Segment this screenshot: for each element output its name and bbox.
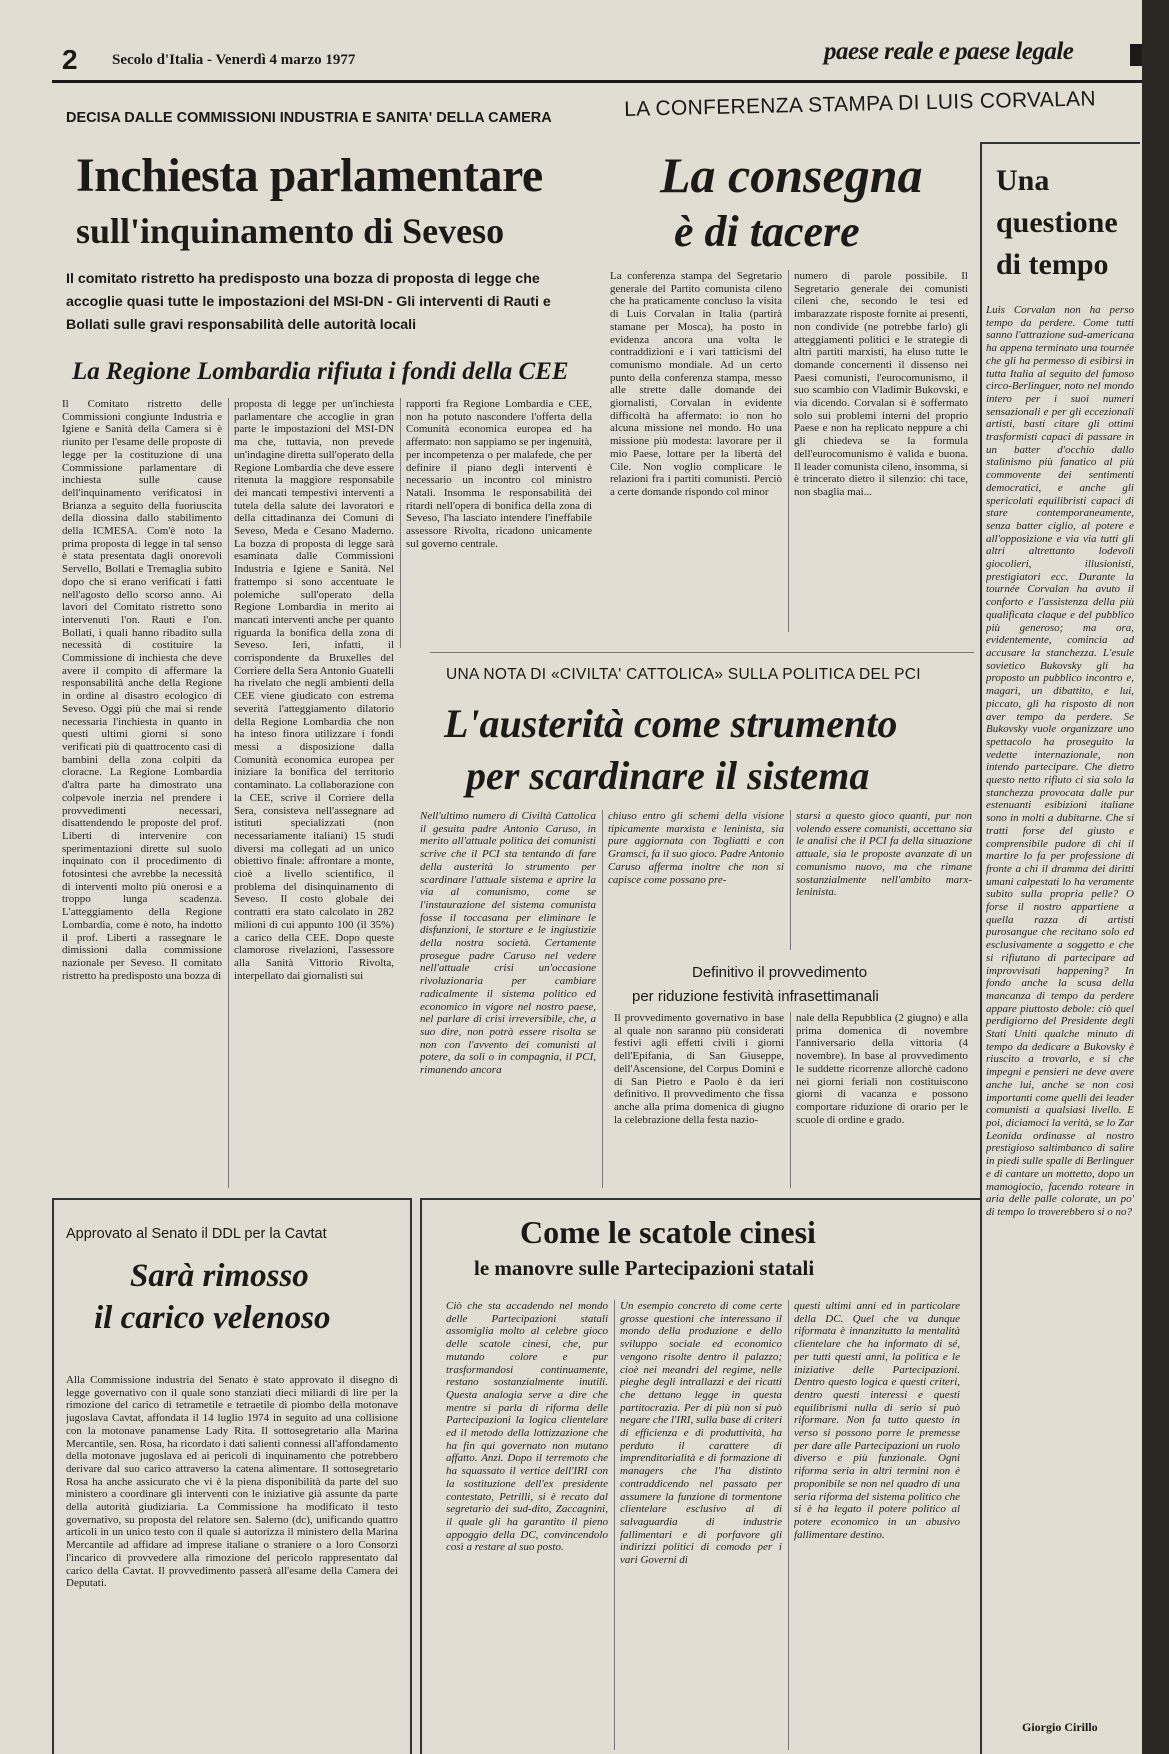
masthead-marker (1130, 44, 1142, 66)
festivita-column-1: Il provvedimento governativo in base al quale non saranno più considerati festivi agli effetti civili i giorni dell'Epifania, di San Giuseppe, dell'Ascensione, del Corpus Domini e di San Pietro e Paolo è da ieri definitivo. Il provvedimento che fissa anche alla prima domenica di giugno la celebrazione della festa nazio- (614, 1012, 784, 1126)
seveso-headline-1: Inchiesta parlamentare (76, 149, 543, 202)
austerita-kicker: UNA NOTA DI «CIVILTA' CATTOLICA» SULLA POLITICA DEL PCI (446, 666, 921, 683)
seveso-column-1: Il Comitato ristretto delle Commissioni congiunte Industria e Igiene e Sanità della Camera si è riunito per l'esame delle proposte di legge per la costituzione di una Commissione parlamentare di inchiesta sulle cause dell'inquinamento verificatosi in Brianza a seguito della fuoriuscita della diossina dallo stabilimento della ICMESA. Com'è noto la prima proposta di legge in tal senso è stata presentata dagli onorevoli Servello, Bollati e Tremaglia subito dopo che si erano verificati i fatti nell'agosto dello scorso anno. Ai lavori del Comitato ristretto sono intervenuti l'on. Rauti e l'on. Bollati, i quali hanno ribadito sulla necessità di costituire la Commissione di inchiesta che deve avere il compito di affermare la responsabilità anche della Regione in ordine al disastro ecologico di Seveso. Oggi più che mai si rende necessaria l'inchiesta in quanto in questi ultimi giorni si sono verificati più di quattrocento casi di bambini della zona colpiti da cloracne. La Regione Lombardia d'altra parte ha dimostrato una colpevole inerzia nel prendere i provvedimenti necessari, disattendendo le proposte del prof. Liberti di intervenire con sperimentazioni dirette sul suolo inquinato con il procedimento di fotosintesi che avrebbe la necessità di interventi molto più onerosi e a troppo lunga scadenza. L'atteggiamento della Regione Lombardia, come è noto, ha indotto il prof. Liberti a rassegnare le dimissioni dalla commissione nazionale per Seveso. Il comitato ristretto ha predisposto una bozza di (62, 398, 222, 982)
seveso-headline-2: sull'inquinamento di Seveso (76, 211, 505, 251)
section-rule (430, 652, 974, 653)
festivita-headline-1: Definitivo il provvedimento (692, 964, 868, 981)
scatole-headline-1: Come le scatole cinesi (520, 1214, 816, 1250)
column-divider (790, 1012, 791, 1188)
masthead-paper-date: Secolo d'Italia - Venerdì 4 marzo 1977 (112, 52, 356, 68)
sidebar-signature: Giorgio Cirillo (1022, 1720, 1098, 1734)
austerita-headline-2: per scardinare il sistema (466, 753, 870, 798)
senato-body: Alla Commissione industria del Senato è stato approvato il disegno di legge governativo con il quale sono stanziati dieci miliardi di lire per la rimozione del carico di tetrametile e tetraetile di piombo della motonave jugoslava Cavtat, affondata il 14 luglio 1974 in seguito ad una collisione con la motonave panamense Lady Rita. Il sottosegretario alla Marina Mercantile, sen. Rosa, ha ricordato i dati salienti connessi all'affondamento della motonave jugoslava ed ai pericoli di inquinamento che potrebbero derivare dal suo carico attraverso la catena alimentare. Il sottosegretario Rosa ha anche assicurato che vi è la piena disponibilità da parte del suo ministero a coordinare gli interventi con le iniziative già assunte da parte della autorità giudiziaria. La Commissione ha modificato il testo governativo, su proposta del relatore sen. Salerno (dc), unificando quattro articoli in un unico testo con il quale si autorizza il ministero della Marina Mercantile ad affidare ad imprese italiane o straniere o a loro Consorzi l'incarico di provvedere alla rimozione del pericolo rappresentato dal carico della Cavtat. Il provvedimento passerà all'esame della Camera dei Deputati. (66, 1374, 398, 1590)
seveso-subhead: La Regione Lombardia rifiuta i fondi della CEE (72, 358, 569, 385)
masthead-rule (52, 80, 1142, 83)
corvalan-headline-1: La consegna (660, 147, 923, 203)
column-divider (400, 398, 401, 648)
seveso-column-2: proposta di legge per un'inchiesta parlamentare che accoglie in gran parte le impostazioni del MSI-DN ma che, tuttavia, non prevede un'indagine diretta sull'operato della Regione Lombardia che deve essere ritenuta la maggiore responsabile dei mancati tempestivi interventi a tutela della salute dei lavoratori e della cittadinanza dei Comuni di Seveso, Meda e Cesano Maderno. La bozza di proposta di legge sarà esaminata dalle Commissioni Industria e Igiene e Sanità. Nel frattempo si sono accentuate le polemiche sull'operato della Regione Lombardia in merito ai mancati interventi anche per quanto riguarda la bonifica della zona di Seveso. Ieri, infatti, il corrispondente da Bruxelles del Corriere della Sera Antonio Guatelli ha rivelato che negli ambienti della CEE viene giudicato con estrema severità l'atteggiamento dilatorio della Regione Lombardia che non ha inteso finora utilizzare i fondi messi a disposizione dalla Comunità economica europea per iniziare la bonifica del territorio contaminato. La collaborazione con la CEE, scrive il Corriere della Sera, consisteva nell'assegnare ad istituti specializzati (non necessariamente italiani) 15 studi diversi ma collegati ad un unico obiettivo finale: affrontare a monte, cioè a livello scientifico, il problema del disinquinamento di Seveso. Il costo globale dei contratti era stato calcolato in 282 milioni di cui appunto 100 (il 35%) a carico della CEE. Dopo queste clamorose rivelazioni, l'assessore alla Sanità Vittorio Rivolta, interpellato dai giornalisti sui (234, 398, 394, 982)
column-divider (788, 1300, 789, 1750)
festivita-column-2: nale della Repubblica (2 giugno) e alla prima domenica di novembre l'anniversario della vittoria (4 novembre). In base al provvedimento le suddette ricorrenze allorchè cadono nei giorni feriali non costituiscono giorni di vacanza e possono comportare riduzione di orario per le scuole di ordine e grado. (796, 1012, 968, 1126)
seveso-kicker: DECISA DALLE COMMISSIONI INDUSTRIA E SANITA' DELLA CAMERA (66, 110, 552, 126)
sidebar-body: Luis Corvalan non ha perso tempo da perdere. Come tutti sanno l'attrazione sud-americana ha appena terminato una tournée che gli ha permesso di esibirsi in tutta Italia al seguito del famoso circo-Berlinguer, noto nel mondo intero per i suoi numeri sensazionali e per gli eccezionali artisti, basti citare gli ottimi trasformisti capaci di passare in un batter d'occhio dallo stalinismo più fanatico al più commovente dei sentimenti democratici, e anche gli spericolati equilibristi capaci di stare contemporaneamente, senza batter ciglio, al potere e all'opposizione e via via tutti gli altri altrettanto lodevoli giocolieri, illusionisti, prestigiatori ecc. Durante la tournée Corvalan ha avuto il conforto e l'assistenza della più qualificata claque e del pubblico più generoso; ma ora, evidentemente, comincia ad accusare la stanchezza. L'esule sovietico Bukovsky gli ha proposto un pubblico incontro e, magari, un dibattito, e lui, piccato, gli ha risposto di non aver tempo da perdere. Se Bukovsky vuole organizzare uno spettacolo ha proseguito la vedette internazionale, non intendo partecipare. Che dietro questo netto rifiuto ci sia solo la stanchezza provocata dalle pur estenuanti esibizioni italiane sono in molti a dubitarne. Che si tratti forse del giusto e comprensibile pudore di chi il martire lo fa per professione di fronte a chi il dramma dei diritti umani calpestati lo ha veramente subito sulla propria pelle? O forse il nostro appartiene a quella razza di artisti purosangue che recitano solo ed esclusivamente a soggetto e che si rifiutano di partecipare ad improvvisati happening? In fondo anche la scusa della mancanza di tempo da perdere appare piuttosto debole: ciò quel perdigiorno del Presidente degli Stati Uniti qualche minuto di tempo da dedicare a Bukovsky è riuscito a trovarlo, e si che impegni e pensieri ne deve avere anche lui, anche se non così importanti come quelli dei leader comunisti a qualsiasi livello. E poi, diciamoci la verità, se lo Zar Leonida ordinasse al nostro prestigioso saltimbanco di salire in piedi sulle spalle di Berlinguer e di cantare un mottetto, dopo un mamogiocio, facendo roteare in aria delle palle colorate, un po' di tempo lo troverebbero si o no? (986, 304, 1134, 1218)
column-divider (228, 398, 229, 1188)
column-divider (614, 1300, 615, 1750)
scatole-column-1: Ciò che sta accadendo nel mondo delle Partecipazioni statali assomiglia molto al celebre gioco delle scatole cinesi, che, pur mutando colore e pur trasformandosi continuamente, restano sostanzialmente inutili. Questa analogia serve a dire che mentre si parla di riforma delle Partecipazioni la logica clientelare ed il metodo della lottizzazione che ha fin qui governato non mutano affatto. Anzi. Dopo il terremoto che ha squassato il vertice dell'IRI con la sostituzione dell'ex presidente contestato, Petrilli, si è recato dal segretario dei sud-dito, Zaccagnini, il quale gli ha garantito il pieno appoggio della DC, convincendolo così a restare al suo posto. (446, 1300, 608, 1554)
scatole-column-2: Un esempio concreto di come certe grosse questioni che interessano il mondo della produzione e dello sviluppo sociale ed economico vengono risolte dentro il palazzo; cioè nei meandri del regime, nelle pieghe degli intrallazzi e dei ricatti che dettano legge in questa partitocrazia. Per di più non si può negare che l'IRI, sulla base di criteri di efficienza e di produttività, ha perduto il carattere di imprenditorialità e di formazione di managers che l'ha distinto contraddicendo nel passato per assumere la funzione di tormentone clientelare esclusivo al di salvaguardia di industrie fallimentari e di porfavore gli indirizzi politici di comodo per i vari Governi di (620, 1300, 782, 1567)
column-divider (602, 810, 603, 1188)
festivita-headline-2: per riduzione festività infrasettimanali (632, 988, 879, 1005)
senato-headline-2: il carico velenoso (94, 1300, 331, 1336)
corvalan-column-2: numero di parole possibile. Il Segretario generale dei comunisti cileni che, secondo le tesi ed imbarazzate risposte fornite ai presenti, non condivide (ne potrebbe farlo) gli atteggiamenti politici e le strategie di altri partiti marxisti, ha eluso tutte le domande concernenti il dissenso nei Paesi comunisti, l'eurocomunismo, il suo scambio con Vladimir Bukovski, e via dicendo. Corvalan si è soffermato solo sui problemi interni del proprio Paese e non ha replicato neppure a chi gli chiedeva se la formula dell'eurocomunismo è valida e buona. Il leader comunista cileno, insomma, si è trincerato dietro il silenzio: chi tace, non sbaglia mai... (794, 270, 968, 498)
sidebar-headline-3: di tempo (996, 248, 1109, 281)
scatole-column-3: questi ultimi anni ed in particolare della DC. Quel che va dunque riformata è innanzitutto la mentalità clientelare che ha informato di sé, per tutti questi anni, la politica e le iniziative delle Partecipazioni. Dentro questo logica e questi criteri, dentro questi interessi e questi equilibrismi nulla di serio si può riformare. Non fa tutto questo in verso si possono porre le premesse per dare alle Partecipazioni un ruolo diverso e più funzionale. Ogni riforma seria in altri termini non è proponibile se non nel quadro di una seria riforma del sistema politico che si è ha legato il potere politico al potere economico in un abusivo fallimentare destino. (794, 1300, 960, 1541)
senato-headline-1: Sarà rimosso (130, 1258, 309, 1294)
austerita-headline-1: L'austerità come strumento (444, 701, 898, 746)
senato-kicker: Approvato al Senato il DDL per la Cavtat (66, 1226, 327, 1242)
seveso-column-3: rapporti fra Regione Lombardia e CEE, non ha potuto nascondere l'offerta della Comunità economica europea ed ha affermato: non sappiamo se per ingenuità, per incompetenza o per malafede, che per definire il piano degli interventi è necessario un incontro col ministro Natali. Insomma le responsabilità dei ritardi nell'opera di bonifica della zona di Seveso, l'ha lasciato intendere l'ineffabile assessore Rivolta, ricadono unicamente sul governo centrale. (406, 398, 592, 550)
austerita-column-1: Nell'ultimo numero di Civiltà Cattolica il gesuita padre Antonio Caruso, in merito all'attuale politica dei comunisti scrive che il PCI sta tentando di fare della austerità lo strumento per scardinare l'attuale sistema e aprire la via al comunismo, come se l'instaurazione del sistema comunista fosse il toccasana per eliminare le disfunzioni, le storture e le ingiustizie della nostra società. Certamente prosegue padre Caruso nel vedere nell'attuale crisi un'occasione rivoluzionaria per cambiare radicalmente il sistema politico ed economico in vigore nel nostro paese, nel parlare di crisi irreversibile, che, a suo dire, non potrà essere risolta se non con l'avvento dei comunisti al potere, da soli o in compagnia, il PCI, rimanendo ancora (420, 810, 596, 1077)
column-divider (788, 270, 789, 632)
austerita-column-3: starsi a questo gioco quanti, pur non volendo essere comunisti, accettano sia le analisi che il PCI fa della situazione attuale, sia le proposte avanzate di un comunismo nuovo, ma che rimane sostanzialmente nell'ambito marx-leninista. (796, 810, 972, 899)
corvalan-column-1: La conferenza stampa del Segretario generale del Partito comunista cileno che ha praticamente concluso la visita di Luis Corvalan in Italia (partirà stamane per Mosca), ha posto in evidenza ancora una volta le contraddizioni e i vari tatticismi del comunismo mondiale. Ad un certo punto della conferenza stampa, messo alle strette dalle domande dei giornalisti, Corvalan in evidente difficoltà ha affermato: io non ho alcuna missione nel mondo. Ho una missione più modesta: lavorare per il mio Paese, lottare per la libertà del Cile. Non voglio complicare le relazioni fra i partiti comunisti. Perciò a certe domande rispondo col minor (610, 270, 782, 498)
seveso-deck: Il comitato ristretto ha predisposto una bozza di proposta di legge che accoglie quasi tutte le impostazioni del MSI-DN - Gli interventi di Rauti e Bollati sulle gravi responsabilità delle autorità locali (66, 271, 551, 333)
scatole-headline-2: le manovre sulle Partecipazioni statali (474, 1256, 815, 1280)
column-divider (790, 810, 791, 950)
page-number: 2 (62, 44, 78, 75)
sidebar-headline-2: questione (996, 206, 1118, 239)
sidebar-headline-1: Una (996, 164, 1050, 197)
section-title: paese reale e paese legale (824, 38, 1074, 65)
austerita-column-2: chiuso entro gli schemi della visione tipicamente marxista e leninista, sia pure aggiornata con Togliatti e con Gramsci, fa il suo gioco. Padre Antonio Caruso afferma inoltre che non si capisce come possano pre- (608, 810, 784, 886)
corvalan-kicker: LA CONFERENZA STAMPA DI LUIS CORVALAN (624, 87, 1097, 121)
sidebar-headline (996, 160, 1142, 286)
corvalan-headline-2: è di tacere (674, 207, 860, 256)
